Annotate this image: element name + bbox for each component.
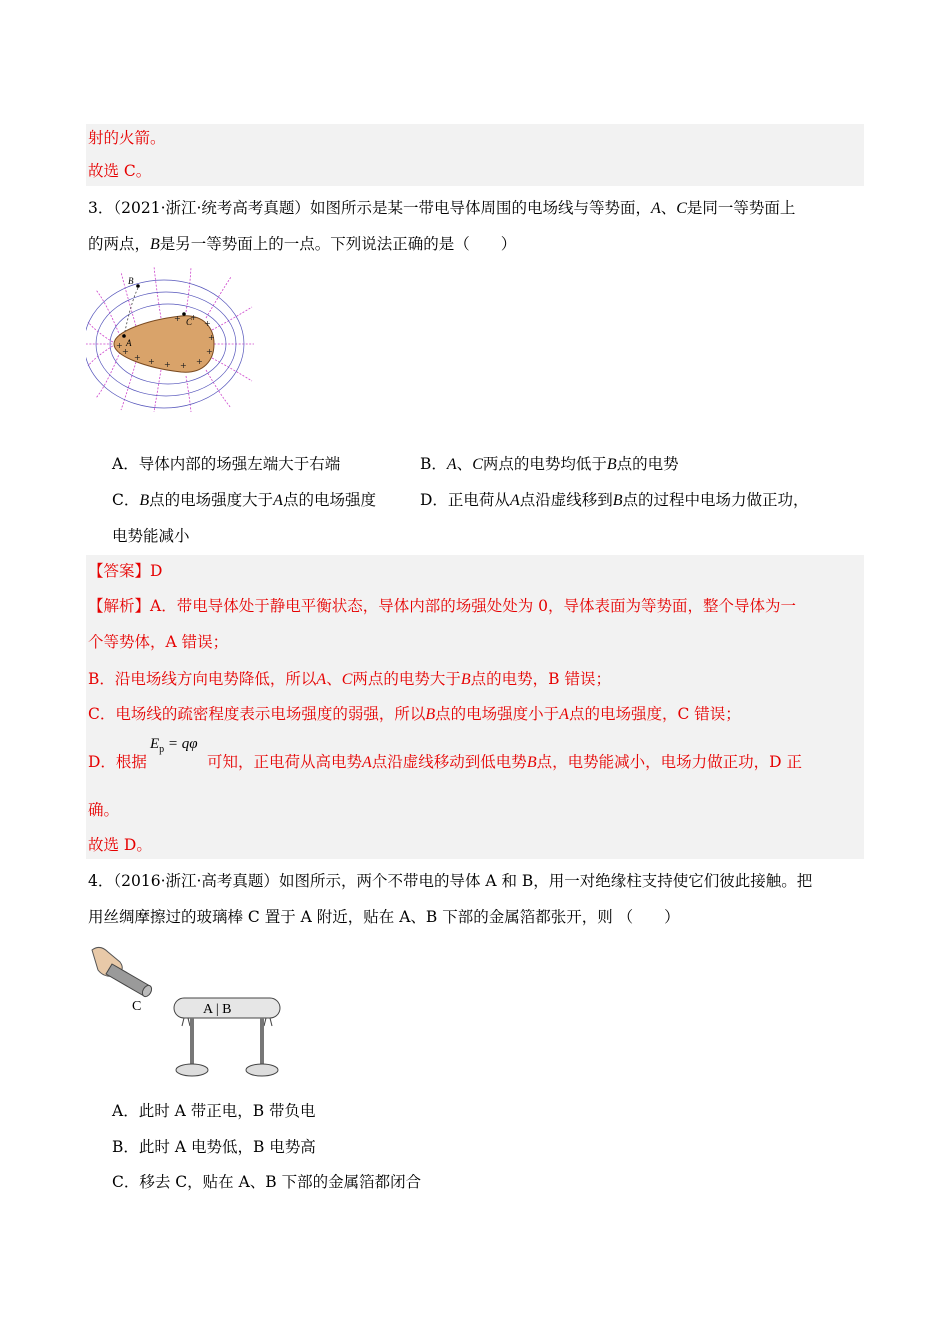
q4-option-a[interactable]: A．此时 A 带正电，B 带负电 [112, 1102, 316, 1120]
svg-text:+: + [204, 319, 211, 328]
point-b [136, 284, 140, 288]
q3-analysis-a-line2: 个等势体，A 错误； [88, 633, 229, 651]
q3-stem-line2: 的两点，B是另一等势面上的一点。下列说法正确的是（ ） [88, 235, 517, 253]
svg-text:+: + [190, 313, 197, 322]
label-rod-c: C [132, 999, 142, 1014]
svg-text:+: + [122, 347, 129, 356]
q3-number: 3． [88, 199, 114, 217]
q4-stem-line2: 用丝绸摩擦过的玻璃棒 C 置于 A 附近，贴在 A、B 下部的金属箔都张开，则 （ ） [88, 908, 680, 926]
prev-solution-block [86, 124, 864, 186]
svg-text:+: + [196, 357, 203, 366]
analysis-label: 【解析】 [88, 597, 151, 615]
q4-option-b[interactable]: B．此时 A 电势低，B 电势高 [112, 1138, 316, 1156]
q4-conductor-figure [86, 940, 296, 1085]
label-a: A [126, 338, 132, 348]
q3-answer [88, 560, 162, 582]
svg-text:+: + [180, 361, 187, 370]
q4-source: （2016·浙江·高考真题） [113, 872, 279, 890]
svg-text:+: + [148, 357, 155, 366]
q3-analysis-d-prefix: D．根据 [88, 753, 147, 771]
svg-text:+: + [208, 333, 215, 342]
q3-option-c[interactable]: C．B点的电场强度大于A点的电场强度 [112, 491, 376, 509]
label-b: B [128, 276, 134, 286]
prev-solution-choose: 故选 C。 [88, 162, 152, 180]
q3-source: （2021·浙江·统考高考真题） [113, 199, 310, 217]
q3-stem-line1: 3．（2021·浙江·统考高考真题）如图所示是某一带电导体周围的电场线与等势面，A、C是同一等势面上 [88, 199, 796, 217]
q3-option-b[interactable]: B．A、C两点的电势均低于B点的电势 [420, 455, 679, 473]
label-ab: A | B [203, 1002, 232, 1017]
energy-formula: $E_p = q\varphi$ [150, 736, 198, 755]
q3-choose: 故选 D。 [88, 836, 152, 854]
prev-solution-line1: 射的火箭。 [88, 129, 166, 147]
svg-text:+: + [174, 314, 181, 323]
q4-option-c[interactable]: C．移去 C，贴在 A、B 下部的金属箔都闭合 [112, 1173, 422, 1191]
q3-option-d[interactable]: D．正电荷从A点沿虚线移到B点的过程中电场力做正功， [420, 491, 809, 509]
label-c: C [186, 317, 193, 327]
point-c [182, 312, 186, 316]
svg-text:+: + [134, 353, 141, 362]
answer-label: 【答案】 [88, 562, 151, 580]
q3-option-a[interactable]: A．导体内部的场强左端大于右端 [112, 455, 341, 473]
answer-value: D [150, 562, 163, 580]
q4-number: 4． [88, 872, 114, 890]
q4-stem-line1: 4．（2016·浙江·高考真题）如图所示，两个不带电的导体 A 和 B，用一对绝缘柱支持使它们彼此接触。把 [88, 872, 813, 890]
metal-foils [182, 1018, 272, 1026]
q3-analysis-c: C．电场线的疏密程度表示电场强度的弱强，所以B点的电场强度小于A点的电场强度，C 错误； [88, 705, 741, 723]
svg-text:+: + [116, 341, 123, 350]
q3-analysis-b: B．沿电场线方向电势降低，所以A、C两点的电势大于B点的电势，B 错误； [88, 670, 611, 688]
q3-option-d-line2: 电势能减小 [112, 527, 190, 545]
q3-analysis-d-line2: 确。 [88, 801, 120, 819]
q3-analysis-d: 可知，正电荷从高电势A点沿虚线移动到低电势B点，电势能减小，电场力做正功，D 正 [207, 753, 802, 771]
svg-text:+: + [164, 360, 171, 369]
q3-field-figure [86, 262, 256, 412]
hand-with-rod [92, 947, 153, 998]
q3-analysis-a-line1: 【解析】A．带电导体处于静电平衡状态，导体内部的场强处处为 0，导体表面为等势面，整个导体为一 [88, 597, 797, 615]
svg-text:+: + [206, 347, 213, 356]
insulating-stands [176, 1018, 278, 1076]
